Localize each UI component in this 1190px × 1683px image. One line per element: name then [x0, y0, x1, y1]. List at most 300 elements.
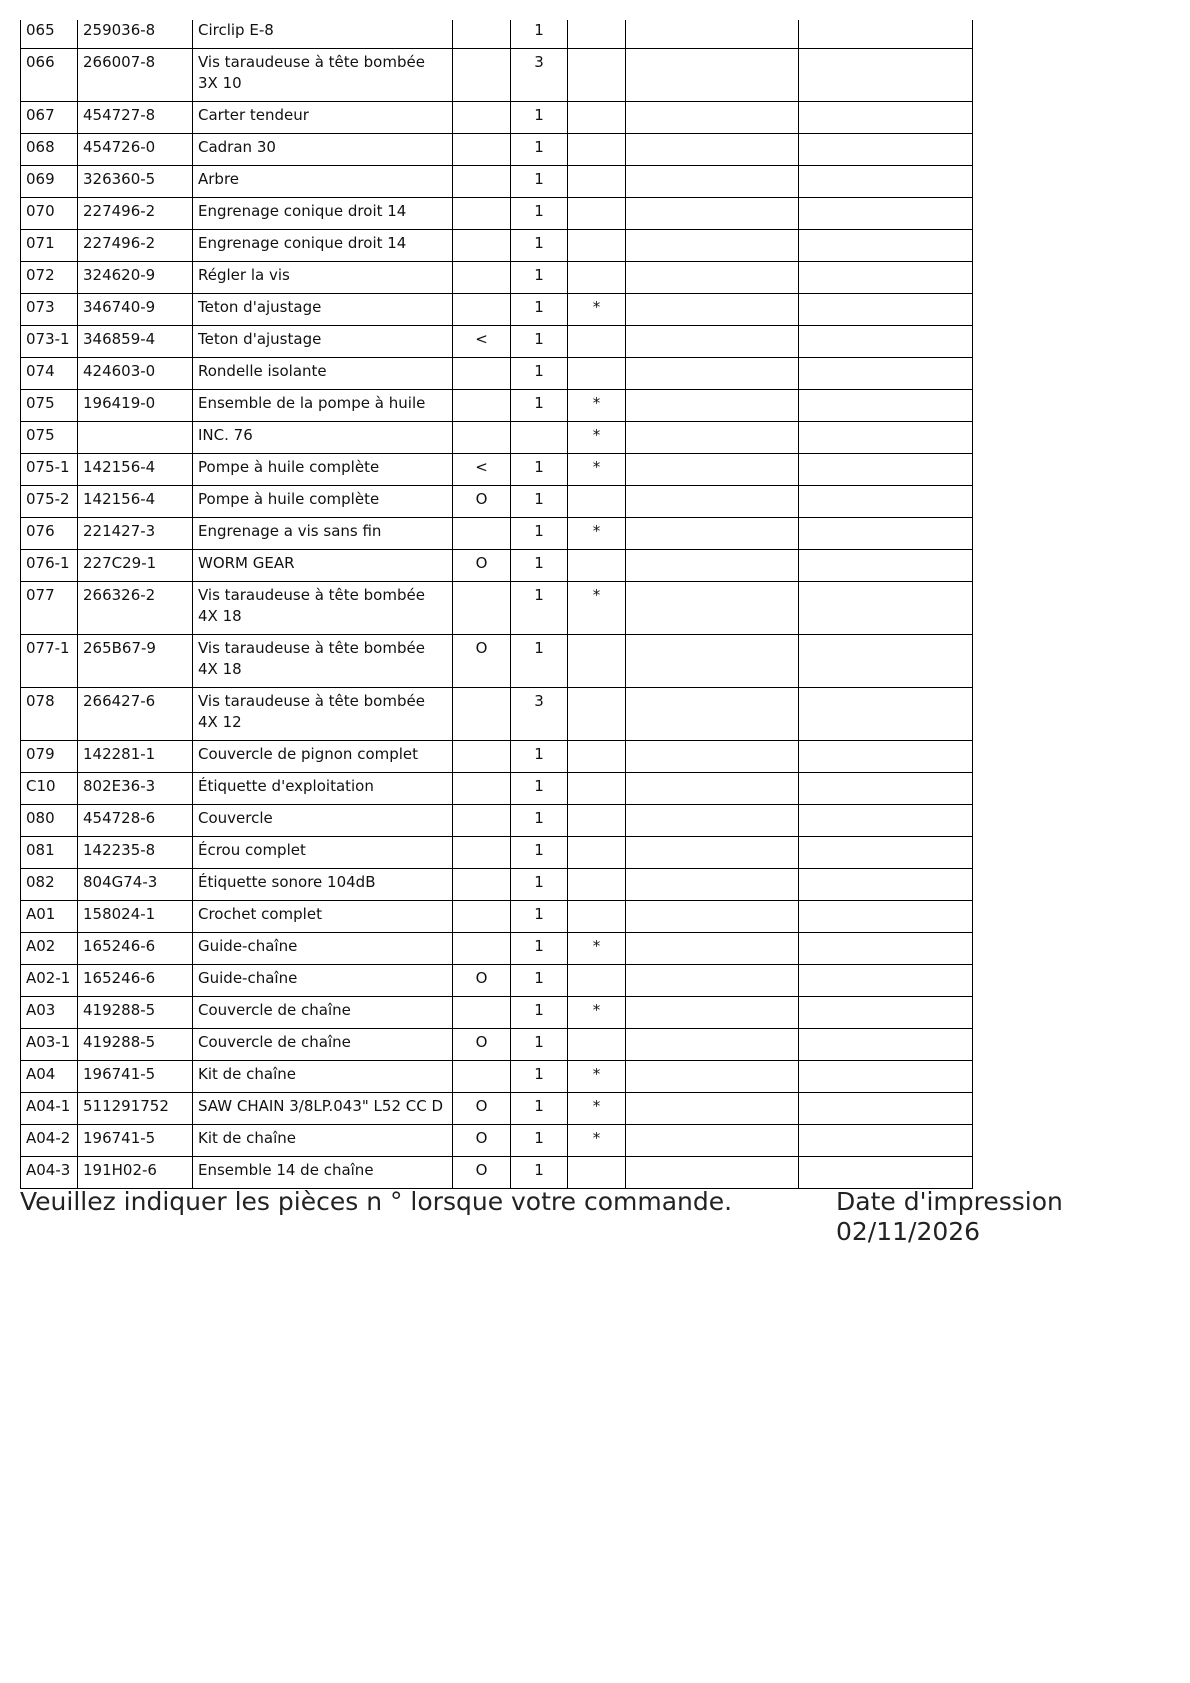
table-row	[21, 518, 973, 550]
part-number-cell: 424603-0	[78, 358, 193, 390]
blank-cell	[626, 582, 799, 635]
blank-cell	[799, 20, 973, 49]
note-cell	[568, 837, 626, 869]
part-number-cell: 324620-9	[78, 262, 193, 294]
part-number-cell: 346740-9	[78, 294, 193, 326]
note-cell: *	[568, 582, 626, 635]
description-cell: Crochet complet	[193, 901, 453, 933]
table-row	[21, 741, 973, 773]
note-cell: *	[568, 390, 626, 422]
print-date: Date d'impression 02/11/2026	[836, 1187, 1063, 1246]
description-cell: Vis taraudeuse à tête bombée 4X 12	[193, 688, 453, 741]
quantity-cell: 1	[511, 773, 568, 805]
note-cell	[568, 805, 626, 837]
marker-cell: O	[453, 1125, 511, 1157]
quantity-cell: 1	[511, 454, 568, 486]
blank-cell	[799, 1029, 973, 1061]
note-cell	[568, 901, 626, 933]
item-number-cell: 080	[21, 805, 78, 837]
description-cell: WORM GEAR	[193, 550, 453, 582]
marker-cell	[453, 262, 511, 294]
description-cell: Ensemble de la pompe à huile	[193, 390, 453, 422]
quantity-cell: 1	[511, 294, 568, 326]
blank-cell	[799, 1093, 973, 1125]
note-cell	[568, 486, 626, 518]
note-cell	[568, 166, 626, 198]
part-number-cell: 142235-8	[78, 837, 193, 869]
blank-cell	[799, 933, 973, 965]
quantity-cell: 1	[511, 1061, 568, 1093]
description-cell: Teton d'ajustage	[193, 294, 453, 326]
description-cell: Couvercle de chaîne	[193, 997, 453, 1029]
table-row	[21, 198, 973, 230]
table-row	[21, 262, 973, 294]
quantity-cell: 1	[511, 582, 568, 635]
marker-cell	[453, 869, 511, 901]
marker-cell	[453, 20, 511, 49]
quantity-cell: 1	[511, 635, 568, 688]
note-cell	[568, 326, 626, 358]
blank-cell	[626, 1061, 799, 1093]
table-row	[21, 1093, 973, 1125]
blank-cell	[799, 486, 973, 518]
blank-cell	[799, 262, 973, 294]
marker-cell	[453, 166, 511, 198]
description-cell: Circlip E-8	[193, 20, 453, 49]
item-number-cell: 075	[21, 422, 78, 454]
table-row	[21, 805, 973, 837]
part-number-cell: 326360-5	[78, 166, 193, 198]
note-cell: *	[568, 294, 626, 326]
quantity-cell: 1	[511, 901, 568, 933]
part-number-cell: 259036-8	[78, 20, 193, 49]
description-cell: Arbre	[193, 166, 453, 198]
blank-cell	[626, 422, 799, 454]
blank-cell	[626, 837, 799, 869]
description-cell: Cadran 30	[193, 134, 453, 166]
blank-cell	[626, 390, 799, 422]
quantity-cell: 1	[511, 869, 568, 901]
blank-cell	[799, 550, 973, 582]
marker-cell: <	[453, 454, 511, 486]
note-cell: *	[568, 933, 626, 965]
item-number-cell: 077-1	[21, 635, 78, 688]
quantity-cell: 1	[511, 550, 568, 582]
note-cell: *	[568, 997, 626, 1029]
blank-cell	[799, 294, 973, 326]
blank-cell	[626, 518, 799, 550]
marker-cell	[453, 134, 511, 166]
description-cell: Couvercle de pignon complet	[193, 741, 453, 773]
blank-cell	[799, 582, 973, 635]
part-number-cell: 221427-3	[78, 518, 193, 550]
description-cell: Couvercle de chaîne	[193, 1029, 453, 1061]
marker-cell	[453, 933, 511, 965]
marker-cell: O	[453, 486, 511, 518]
table-row	[21, 688, 973, 741]
blank-cell	[626, 688, 799, 741]
description-cell: Teton d'ajustage	[193, 326, 453, 358]
note-cell	[568, 49, 626, 102]
item-number-cell: 073	[21, 294, 78, 326]
description-cell: Carter tendeur	[193, 102, 453, 134]
blank-cell	[626, 1093, 799, 1125]
table-row	[21, 390, 973, 422]
marker-cell	[453, 230, 511, 262]
table-row	[21, 326, 973, 358]
table-row	[21, 1157, 973, 1189]
table-row	[21, 20, 973, 49]
table-row	[21, 837, 973, 869]
marker-cell	[453, 805, 511, 837]
quantity-cell: 1	[511, 230, 568, 262]
item-number-cell: 078	[21, 688, 78, 741]
description-cell: INC. 76	[193, 422, 453, 454]
part-number-cell: 191H02-6	[78, 1157, 193, 1189]
table-row	[21, 901, 973, 933]
description-cell: Engrenage a vis sans fin	[193, 518, 453, 550]
item-number-cell: 075	[21, 390, 78, 422]
marker-cell: O	[453, 1157, 511, 1189]
description-cell: Étiquette d'exploitation	[193, 773, 453, 805]
part-number-cell: 196419-0	[78, 390, 193, 422]
item-number-cell: 068	[21, 134, 78, 166]
note-cell: *	[568, 1093, 626, 1125]
note-cell	[568, 262, 626, 294]
quantity-cell: 1	[511, 166, 568, 198]
item-number-cell: 082	[21, 869, 78, 901]
blank-cell	[799, 773, 973, 805]
table-row	[21, 997, 973, 1029]
part-number-cell: 802E36-3	[78, 773, 193, 805]
note-cell	[568, 869, 626, 901]
quantity-cell: 1	[511, 1093, 568, 1125]
quantity-cell: 1	[511, 134, 568, 166]
blank-cell	[626, 550, 799, 582]
table-row	[21, 965, 973, 997]
marker-cell	[453, 49, 511, 102]
part-number-cell: 454728-6	[78, 805, 193, 837]
blank-cell	[626, 635, 799, 688]
blank-cell	[799, 390, 973, 422]
item-number-cell: A02	[21, 933, 78, 965]
marker-cell	[453, 901, 511, 933]
table-row	[21, 294, 973, 326]
description-cell: Kit de chaîne	[193, 1125, 453, 1157]
item-number-cell: 065	[21, 20, 78, 49]
table-row	[21, 102, 973, 134]
quantity-cell: 1	[511, 965, 568, 997]
table-row	[21, 1061, 973, 1093]
blank-cell	[799, 869, 973, 901]
item-number-cell: 075-2	[21, 486, 78, 518]
blank-cell	[626, 166, 799, 198]
description-cell: Vis taraudeuse à tête bombée 3X 10	[193, 49, 453, 102]
table-row	[21, 550, 973, 582]
blank-cell	[626, 20, 799, 49]
note-cell	[568, 773, 626, 805]
parts-table-body	[21, 20, 973, 1189]
item-number-cell: A03	[21, 997, 78, 1029]
blank-cell	[626, 486, 799, 518]
item-number-cell: 071	[21, 230, 78, 262]
part-number-cell: 142156-4	[78, 486, 193, 518]
note-cell	[568, 230, 626, 262]
marker-cell: O	[453, 635, 511, 688]
note-cell	[568, 102, 626, 134]
note-cell	[568, 1029, 626, 1061]
blank-cell	[799, 837, 973, 869]
marker-cell	[453, 518, 511, 550]
part-number-cell: 142156-4	[78, 454, 193, 486]
marker-cell	[453, 773, 511, 805]
item-number-cell: 081	[21, 837, 78, 869]
blank-cell	[799, 358, 973, 390]
item-number-cell: 076	[21, 518, 78, 550]
table-row	[21, 869, 973, 901]
marker-cell: O	[453, 1093, 511, 1125]
item-number-cell: 074	[21, 358, 78, 390]
table-row	[21, 933, 973, 965]
table-row	[21, 1125, 973, 1157]
quantity-cell: 1	[511, 390, 568, 422]
blank-cell	[626, 901, 799, 933]
quantity-cell: 1	[511, 805, 568, 837]
marker-cell	[453, 1061, 511, 1093]
blank-cell	[799, 1125, 973, 1157]
table-row	[21, 486, 973, 518]
part-number-cell: 511291752	[78, 1093, 193, 1125]
item-number-cell: 073-1	[21, 326, 78, 358]
note-cell	[568, 198, 626, 230]
note-cell	[568, 550, 626, 582]
table-row	[21, 635, 973, 688]
blank-cell	[799, 741, 973, 773]
blank-cell	[626, 1157, 799, 1189]
part-number-cell: 265B67-9	[78, 635, 193, 688]
blank-cell	[799, 901, 973, 933]
blank-cell	[799, 635, 973, 688]
item-number-cell: A04-1	[21, 1093, 78, 1125]
part-number-cell: 419288-5	[78, 997, 193, 1029]
quantity-cell: 1	[511, 837, 568, 869]
item-number-cell: 079	[21, 741, 78, 773]
quantity-cell: 1	[511, 741, 568, 773]
part-number-cell: 804G74-3	[78, 869, 193, 901]
part-number-cell: 454726-0	[78, 134, 193, 166]
quantity-cell: 1	[511, 997, 568, 1029]
quantity-cell: 1	[511, 1157, 568, 1189]
note-cell	[568, 134, 626, 166]
marker-cell: O	[453, 550, 511, 582]
note-cell	[568, 635, 626, 688]
blank-cell	[626, 1029, 799, 1061]
marker-cell: O	[453, 1029, 511, 1061]
description-cell: Régler la vis	[193, 262, 453, 294]
marker-cell: <	[453, 326, 511, 358]
item-number-cell: A04	[21, 1061, 78, 1093]
quantity-cell: 1	[511, 1029, 568, 1061]
note-cell	[568, 20, 626, 49]
quantity-cell: 1	[511, 326, 568, 358]
description-cell: Rondelle isolante	[193, 358, 453, 390]
description-cell: Engrenage conique droit 14	[193, 198, 453, 230]
note-cell: *	[568, 422, 626, 454]
item-number-cell: 075-1	[21, 454, 78, 486]
note-cell: *	[568, 518, 626, 550]
note-cell: *	[568, 1125, 626, 1157]
item-number-cell: 066	[21, 49, 78, 102]
part-number-cell: 419288-5	[78, 1029, 193, 1061]
item-number-cell: 070	[21, 198, 78, 230]
description-cell: Pompe à huile complète	[193, 454, 453, 486]
blank-cell	[799, 230, 973, 262]
marker-cell	[453, 358, 511, 390]
item-number-cell: C10	[21, 773, 78, 805]
marker-cell	[453, 688, 511, 741]
blank-cell	[626, 741, 799, 773]
item-number-cell: 076-1	[21, 550, 78, 582]
description-cell: Étiquette sonore 104dB	[193, 869, 453, 901]
blank-cell	[626, 326, 799, 358]
table-row	[21, 134, 973, 166]
item-number-cell: 067	[21, 102, 78, 134]
blank-cell	[799, 326, 973, 358]
table-row	[21, 454, 973, 486]
table-row	[21, 582, 973, 635]
table-row	[21, 230, 973, 262]
part-number-cell: 227496-2	[78, 198, 193, 230]
blank-cell	[799, 198, 973, 230]
note-cell	[568, 688, 626, 741]
table-row	[21, 358, 973, 390]
part-number-cell: 158024-1	[78, 901, 193, 933]
part-number-cell: 227C29-1	[78, 550, 193, 582]
item-number-cell: A03-1	[21, 1029, 78, 1061]
blank-cell	[799, 454, 973, 486]
blank-cell	[626, 805, 799, 837]
item-number-cell: 069	[21, 166, 78, 198]
note-cell	[568, 741, 626, 773]
item-number-cell: 077	[21, 582, 78, 635]
table-row	[21, 773, 973, 805]
part-number-cell: 196741-5	[78, 1125, 193, 1157]
quantity-cell: 1	[511, 933, 568, 965]
quantity-cell: 1	[511, 102, 568, 134]
marker-cell	[453, 997, 511, 1029]
blank-cell	[626, 933, 799, 965]
description-cell: Vis taraudeuse à tête bombée 4X 18	[193, 635, 453, 688]
quantity-cell: 1	[511, 518, 568, 550]
description-cell: Couvercle	[193, 805, 453, 837]
part-number-cell	[78, 422, 193, 454]
item-number-cell: 072	[21, 262, 78, 294]
description-cell: Ensemble 14 de chaîne	[193, 1157, 453, 1189]
quantity-cell: 3	[511, 688, 568, 741]
marker-cell	[453, 102, 511, 134]
parts-table	[20, 20, 973, 1189]
marker-cell	[453, 294, 511, 326]
blank-cell	[626, 262, 799, 294]
table-row	[21, 1029, 973, 1061]
item-number-cell: A04-2	[21, 1125, 78, 1157]
blank-cell	[626, 198, 799, 230]
part-number-cell: 227496-2	[78, 230, 193, 262]
part-number-cell: 142281-1	[78, 741, 193, 773]
quantity-cell: 1	[511, 1125, 568, 1157]
table-row	[21, 166, 973, 198]
marker-cell: O	[453, 965, 511, 997]
blank-cell	[799, 134, 973, 166]
blank-cell	[799, 1157, 973, 1189]
note-cell	[568, 965, 626, 997]
part-number-cell: 165246-6	[78, 965, 193, 997]
quantity-cell: 3	[511, 49, 568, 102]
note-cell	[568, 1157, 626, 1189]
blank-cell	[626, 965, 799, 997]
blank-cell	[799, 688, 973, 741]
blank-cell	[626, 358, 799, 390]
part-number-cell: 165246-6	[78, 933, 193, 965]
blank-cell	[626, 1125, 799, 1157]
blank-cell	[626, 49, 799, 102]
item-number-cell: A04-3	[21, 1157, 78, 1189]
blank-cell	[626, 997, 799, 1029]
description-cell: Écrou complet	[193, 837, 453, 869]
quantity-cell: 1	[511, 486, 568, 518]
blank-cell	[799, 49, 973, 102]
note-cell: *	[568, 1061, 626, 1093]
marker-cell	[453, 422, 511, 454]
description-cell: Kit de chaîne	[193, 1061, 453, 1093]
part-number-cell: 454727-8	[78, 102, 193, 134]
description-cell: Pompe à huile complète	[193, 486, 453, 518]
part-number-cell: 346859-4	[78, 326, 193, 358]
quantity-cell: 1	[511, 198, 568, 230]
blank-cell	[626, 773, 799, 805]
part-number-cell: 266007-8	[78, 49, 193, 102]
part-number-cell: 196741-5	[78, 1061, 193, 1093]
table-row	[21, 422, 973, 454]
marker-cell	[453, 198, 511, 230]
blank-cell	[799, 997, 973, 1029]
order-instruction-note: Veuillez indiquer les pièces n ° lorsque votre commande.	[20, 1187, 733, 1216]
note-cell	[568, 358, 626, 390]
description-cell: Guide-chaîne	[193, 933, 453, 965]
marker-cell	[453, 390, 511, 422]
quantity-cell: 1	[511, 20, 568, 49]
blank-cell	[626, 454, 799, 486]
quantity-cell: 1	[511, 262, 568, 294]
note-cell: *	[568, 454, 626, 486]
item-number-cell: A01	[21, 901, 78, 933]
blank-cell	[799, 102, 973, 134]
blank-cell	[626, 230, 799, 262]
part-number-cell: 266427-6	[78, 688, 193, 741]
marker-cell	[453, 741, 511, 773]
marker-cell	[453, 582, 511, 635]
blank-cell	[799, 518, 973, 550]
marker-cell	[453, 837, 511, 869]
blank-cell	[799, 805, 973, 837]
quantity-cell: 1	[511, 358, 568, 390]
blank-cell	[799, 965, 973, 997]
blank-cell	[799, 166, 973, 198]
blank-cell	[799, 1061, 973, 1093]
table-row	[21, 49, 973, 102]
quantity-cell	[511, 422, 568, 454]
description-cell: SAW CHAIN 3/8LP.043" L52 CC D	[193, 1093, 453, 1125]
